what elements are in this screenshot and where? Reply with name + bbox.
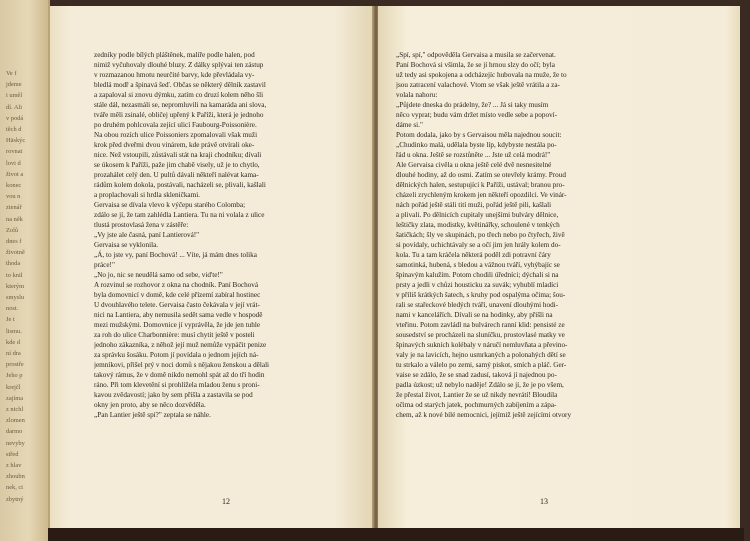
text-line: A rozvinul se rozhovor z okna na chodník. Paní Bochová: [94, 281, 259, 289]
bleed-text-fragment: nek, ct: [6, 484, 24, 492]
bleed-text-fragment: to knil: [6, 271, 23, 279]
text-line: Ale Gervaisa civěla u okna ještě celé dvě nesnesitelné: [396, 161, 552, 169]
text-line: práce!": [94, 261, 115, 269]
right-page: [378, 6, 740, 534]
bleed-text-fragment: Zolů: [6, 226, 19, 234]
text-line: za správku šosáku. Potom jí povídala o jednom jejích ná-: [94, 351, 259, 359]
text-line: samotinká, hubená, s bledou a vážnou tváří, vyhýbajíc se: [396, 261, 560, 269]
bleed-text-fragment: konec: [6, 182, 22, 189]
text-line: nách pořád ještě stáli tití muži, pořád ještě pili, kašlali: [396, 201, 552, 209]
bleed-text-fragment: zlomen: [6, 417, 25, 425]
text-line: byla domovnicí v domě, kde celé přízemí zabíral hostinec: [94, 291, 261, 299]
bleed-text-fragment: rovnat: [6, 148, 23, 156]
text-line: stále dál, nezasmáli se, nepromluvili na kamaráda ani slova,: [94, 101, 267, 109]
text-line: šatičkách; šly ve skupinách, po třech nebo po čtyřech, živě: [396, 231, 565, 239]
text-line: rali se stařeckové bledých tváří, unavení dlouhými hodi-: [396, 301, 559, 309]
bleed-text-fragment: smyslu: [6, 294, 25, 301]
bleed-text-fragment: thoda: [6, 260, 21, 268]
bleed-text-fragment: zhoubn: [6, 473, 25, 481]
text-line: jsou zatracení valachové. Vtom se však ještě vrátila a za-: [396, 81, 560, 89]
text-line: krok před dveřmi dvou vinárem, kde právě otvírali oke-: [94, 141, 255, 149]
text-line: za roh do ulice Charbonnière: musí chytit ještě v posteli: [94, 331, 255, 339]
bleed-text-fragment: těch d: [6, 126, 22, 133]
text-line: „Chudinko malá, udělala byste líp, kdybyste nestála po-: [396, 141, 557, 149]
text-line: U dvouhlavého telete. Gervaisa často čekávala v její vrát-: [94, 301, 260, 309]
text-line: a plivali. Po dělnicích cupitaly unejšími bulváry dělnice,: [396, 211, 559, 219]
text-line: že přestal život, Lantier že se už nikdy nevrátí! Bloudila: [396, 391, 558, 399]
bleed-text-fragment: prostře: [6, 361, 24, 369]
text-line: „Spí, spí," odpověděla Gervaisa a musila se začervenat.: [396, 51, 556, 59]
text-line: valy je na lavicích, hejno usmrkaných a polonahých dětí se: [396, 351, 566, 359]
bleed-text-fragment: životně: [6, 249, 25, 257]
text-line: Na obou rozích ulice Poissoniers zpomalovali však muži: [94, 131, 258, 139]
text-line: volala nahoru:: [396, 91, 438, 99]
text-line: tlustá prostovlasá žena v zástěře:: [94, 221, 189, 229]
bleed-text-fragment: dí. Ali: [6, 103, 22, 111]
bleed-text-fragment: vou n: [6, 193, 21, 201]
left-page-number: 12: [222, 497, 230, 506]
text-line: dlouhé hodiny, až do osmi. Zatím se otevřely krámy. Proud: [396, 171, 566, 179]
bleed-text-fragment: lismu.: [6, 327, 22, 335]
text-line: leštičky zlata, modistky, květinářky, schoulené v tenkých: [396, 221, 560, 229]
text-line: prsty a jedli v chůzi housticku za suvák; vyhublí mladíci: [396, 281, 559, 289]
text-line: jemníkovi, přišel prý v noci domů s nějakou ženskou a dělali: [94, 361, 270, 369]
text-line: nici na Lantiera, aby nemusila sedět sama vedle v hospodě: [94, 311, 263, 319]
text-line: a zapaloval si znovu dýmku, zatím co druzí kolem něho šli: [94, 91, 264, 99]
text-line: v příliš krátkých šatech, s kruhy pod ospalýma očima; šou-: [396, 291, 566, 299]
bleed-text-fragment: nost.: [6, 305, 19, 313]
text-line: bledlá modř a špinavá šeď. Občas se některý dělník zastavil: [94, 81, 266, 89]
text-line: zdálo se jí, že tam zahlédla Lantiera. Tu na ni volala z ulice: [94, 211, 265, 219]
text-line: tváře měli zsinalé, obličej upřený k Paříži, která je jednoho: [94, 111, 264, 119]
text-line: si povídaly, uchichtávaly se a očí jim jen hrály kolem do-: [396, 241, 561, 249]
bleed-text-fragment: v podá: [6, 114, 24, 122]
text-line: a proplachovali si hrdla skleničkami.: [94, 191, 200, 199]
text-line: cházeli zrychleným krokem jen někteří opozdilci. Ve vinár-: [396, 191, 567, 199]
text-line: „Půjdete dneska do prádelny, že? ... Já si taky musím: [396, 101, 549, 109]
text-line: dáme si.": [396, 121, 423, 129]
bleed-text-fragment: krejčl: [6, 383, 21, 391]
bleed-text-fragment: zbytný: [6, 495, 24, 503]
text-line: „Á, to jste vy, paní Bochová! ... Víte, já mám dnes tolika: [94, 251, 257, 259]
text-line: „No jo, nic se neudělá samo od sebe, vid'te!": [94, 271, 223, 279]
text-line: padla úzkost; už nebylo naděje! Zdálo se jí, že je po všem,: [396, 381, 564, 389]
left-page-text: [94, 50, 356, 420]
text-line: okny jen proto, aby se něco dozvěděla.: [94, 401, 206, 409]
bleed-text-fragment: život a: [6, 170, 24, 178]
bleed-text-fragment: nevyby: [6, 439, 25, 447]
text-line: Paní Bochová si všimla, že se jí hrnou slzy do očí; byla: [396, 61, 555, 69]
text-line: se úkosem k Paříži, paže jim chabě visely, už je to chytlo,: [94, 161, 260, 169]
text-line: sousedství se procházeli na sluníčku, prostovlasé matky ve: [396, 331, 565, 339]
text-line: v rozmazanou hmotu neurčité barvy, kde převládala vy-: [94, 71, 255, 79]
bleed-text-fragment: kterým: [6, 282, 25, 290]
bleed-text-fragment: Je t: [6, 316, 15, 324]
text-line: Gervaisa se vyklonila.: [94, 241, 159, 249]
text-line: prozahálet celý den. U pultů dávali někteří nalévat kama-: [94, 171, 259, 179]
bleed-text-fragment: z hlav: [6, 462, 22, 469]
bleed-text-fragment: jdeme: [6, 81, 22, 89]
bleed-text-fragment: lovi d: [6, 159, 21, 167]
text-line: kola. Tu a tam kráčela některá poděl zdi potravní čáry: [396, 251, 551, 259]
right-page-text: [396, 50, 718, 420]
text-line: takový rámus, že v domě nikdo nemohl spát až do tří hodin: [94, 371, 265, 379]
bleed-text-fragment: Ve f: [6, 70, 17, 77]
bleed-text-fragment: ztenář: [6, 204, 22, 212]
bleed-text-fragment: střed: [6, 450, 19, 458]
text-line: očima od starých jatek, pochmurných zabíjením a zápa-: [396, 401, 557, 409]
previous-page-edge: [0, 0, 50, 541]
bleed-text-fragment: Jeho p: [6, 372, 23, 380]
text-line: chem, až k nové bílé nemocnici, jejímiž ještě zejícími otvory: [396, 411, 572, 419]
bleed-text-fragment: z nichl: [6, 406, 24, 413]
text-line: ráno. Při tom klevetění si prohlížela mladou ženu s proni-: [94, 381, 260, 389]
text-line: „Pan Lantier ještě spí?" zeptala se náhle.: [94, 411, 211, 419]
text-line: řád u okna. Ještě se rozstůněte ... Jste už celá modrá!": [396, 151, 551, 159]
text-line: „Vy jste ale časná, paní Lantierová!": [94, 231, 200, 239]
text-line: vaise se zdálo, že se snad zadusí, taková jí najednou po-: [396, 371, 557, 379]
text-line: mezi mužskými. Domovnice jí vyprávěla, že jde jen tuhle: [94, 321, 261, 329]
text-line: po druhém pohlcovala zející ulicí Faubourg-Poissonière.: [94, 121, 257, 129]
text-line: nimiž vyčuhovaly dlouhé bluzy. Z dálky splývai ten zástup: [94, 61, 264, 69]
text-line: kavou zvědavostí; jako by sem přišla a zastavila se pod: [94, 391, 253, 399]
bleed-text-fragment: i uměl: [6, 92, 23, 100]
book-cover-edge: [48, 528, 744, 541]
bleed-text-fragment: Häskýc: [6, 137, 26, 145]
text-line: Potom dodala, jako by s Gervaisou měla najednou soucit:: [396, 131, 562, 139]
text-line: rádům kolem dokola, postávali, nacházeli se, plivali, kašlali: [94, 181, 266, 189]
right-page-number: 13: [540, 497, 548, 506]
bleed-text-fragment: na něk: [6, 215, 23, 223]
text-line: špinavých sukních kolébaly v náručí nemluvňata a převino-: [396, 341, 568, 349]
text-line: Gervaisa se dívala vlevo k výčepu starého Colomba;: [94, 201, 246, 209]
text-line: tu strkalo a válelo po zemi, samý piskot, smích a pláč. Ger-: [396, 361, 567, 369]
text-line: jednoho zákazníka, z něhož její muž nemůže vypáčit penize: [94, 341, 267, 349]
text-line: už tedy asi spokojena a odcházejíc hubovala na muže, že to: [396, 71, 567, 79]
text-line: nice. Než vstoupili, zůstávali stát na kraji chodníku; dívali: [94, 151, 262, 159]
text-line: špinavým kalužím. Potom chodili úředníci; dýchali si na: [396, 271, 559, 279]
text-line: nami v kancelářích. Dívali se na hodinky, aby přišli na: [396, 311, 553, 319]
left-page: [50, 6, 374, 534]
bleed-text-fragment: kde d: [6, 338, 21, 346]
text-line: dělnických halen, sestupující k Paříži, ustával; branou pro-: [396, 181, 565, 189]
bleed-text-fragment: dnes f: [6, 238, 22, 245]
text-line: vteřinu. Potom zavládl na bulvárech ranní klid: pensisté ze: [396, 321, 565, 329]
text-line: zedníky podle bílých pláštěnek, malíře podle halen, pod: [94, 51, 255, 59]
text-line: něco vyprat; budu vám držet místo vedle sebe a popoví-: [396, 111, 558, 119]
bleed-text-fragment: zajíma: [6, 394, 24, 402]
bleed-text-fragment: ní dra: [6, 350, 21, 357]
bleed-text-fragment: darmo: [6, 428, 23, 436]
